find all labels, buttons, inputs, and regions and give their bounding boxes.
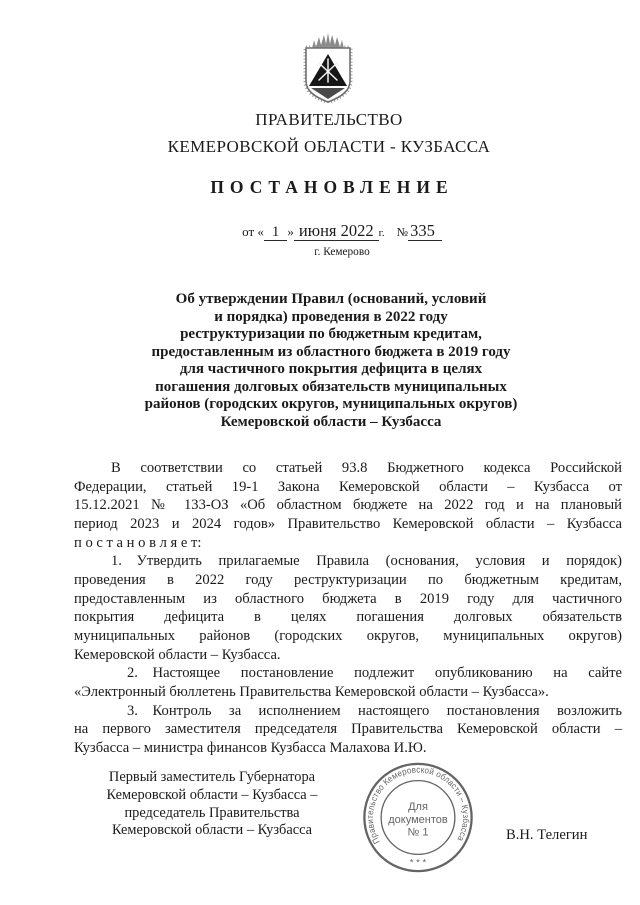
item3-line: 3. Контроль за исполнением настоящего постановления возложить bbox=[127, 702, 622, 719]
emblem-crown-rays bbox=[312, 33, 344, 49]
stamp-ring-text: Правительство Кемеровской области – Кузбасса bbox=[364, 764, 472, 846]
title-line: погашения долговых обязательств муниципальных bbox=[155, 378, 507, 395]
signatory-position-line: Кемеровской области – Кузбасса – bbox=[106, 786, 318, 803]
title-line: Об утверждении Правил (оснований, условий bbox=[175, 291, 487, 307]
title-line: районов (городских округов, муниципальных округов) bbox=[144, 396, 518, 413]
item3-line: на первого заместителя председателя Правительства Кемеровской области – bbox=[74, 721, 622, 738]
item1-line: проведения в 2022 году реструктуризации по бюджетным кредитам, bbox=[74, 571, 622, 588]
title-line: реструктуризации по бюджетным кредитам, bbox=[180, 326, 482, 343]
city-line: г. Кемерово bbox=[314, 246, 370, 258]
item3-line: Кузбасса – министра финансов Кузбасса Малахова И.Ю. bbox=[74, 739, 427, 756]
signatory-position bbox=[86, 769, 338, 840]
signatory-name: В.Н. Телегин bbox=[506, 827, 588, 843]
date-prefix: от « bbox=[242, 224, 264, 239]
stamp-center-line3: № 1 bbox=[407, 826, 429, 839]
emblem-tools-hub bbox=[326, 70, 329, 73]
body-line: Федерации, статьей 19-1 Закона Кемеровской области – Кузбасса от bbox=[74, 478, 622, 495]
body-line: В соответствии со статьей 93.8 Бюджетного кодекса Российской bbox=[111, 460, 622, 476]
item1-line: 1. Утвердить прилагаемые Правила (основания, условия и порядок) bbox=[111, 553, 622, 570]
org-name-line1: ПРАВИТЕЛЬСТВО bbox=[255, 110, 403, 129]
title-line: для частичного покрытия дефицита в целях bbox=[179, 361, 483, 378]
signatory-position-line: Первый заместитель Губернатора bbox=[108, 769, 316, 785]
date-quote-close: » bbox=[287, 224, 294, 239]
date-month-year: июня 2022 bbox=[294, 221, 379, 241]
signatory-position-line: председатель Правительства bbox=[124, 804, 300, 821]
number-sign: № bbox=[396, 225, 409, 239]
stamp-stars: * * * bbox=[409, 857, 427, 869]
date-and-number-line bbox=[0, 221, 640, 241]
stamp-center-line2: документов bbox=[388, 813, 448, 826]
item1-line: Кемеровской области – Кузбасса. bbox=[74, 646, 281, 663]
item1-line: покрытия дефицита в целях погашения долговых обязательств bbox=[74, 609, 622, 626]
signatory-position-line: Кемеровской области – Кузбасса bbox=[111, 822, 313, 839]
body-line: период 2023 и 2024 годов» Правительство Кемеровской области – Кузбасса bbox=[74, 515, 622, 532]
document-type-heading: ПОСТАНОВЛЕНИЕ bbox=[210, 177, 454, 197]
document-title bbox=[0, 291, 640, 431]
org-name-line2: КЕМЕРОВСКОЙ ОБЛАСТИ - КУЗБАССА bbox=[167, 137, 491, 156]
title-line: и порядка) проведения в 2022 году bbox=[214, 308, 448, 325]
item2-line: «Электронный бюллетень Правительства Кемеровской области – Кузбасса». bbox=[74, 683, 549, 700]
organization-name bbox=[0, 106, 640, 160]
title-line: Кемеровской области – Кузбасса bbox=[220, 413, 442, 430]
item1-line: предоставленным из областного бюджета в 2019 году для частичного bbox=[74, 590, 622, 607]
body-line: 15.12.2021 № 133-ОЗ «Об областном бюджете на 2022 год и на плановый bbox=[74, 497, 622, 514]
kemerovo-coat-of-arms-icon bbox=[301, 33, 355, 103]
item2-line: 2. Настоящее постановление подлежит опубликованию на сайте bbox=[127, 665, 622, 682]
document-number: 335 bbox=[408, 221, 442, 241]
official-round-stamp bbox=[354, 761, 482, 874]
date-day: 1 bbox=[264, 224, 288, 241]
body-line-resolves: п о с т а н о в л я е т: bbox=[74, 534, 202, 551]
document-body bbox=[74, 459, 622, 758]
date-g-abbr: г. bbox=[378, 227, 385, 239]
item1-line: муниципальных районов (городских округов, муниципальных округов) bbox=[74, 627, 622, 644]
title-line: предоставленным из областного бюджета в 2019 году bbox=[151, 343, 511, 360]
stamp-center-line1: Для bbox=[408, 800, 428, 813]
